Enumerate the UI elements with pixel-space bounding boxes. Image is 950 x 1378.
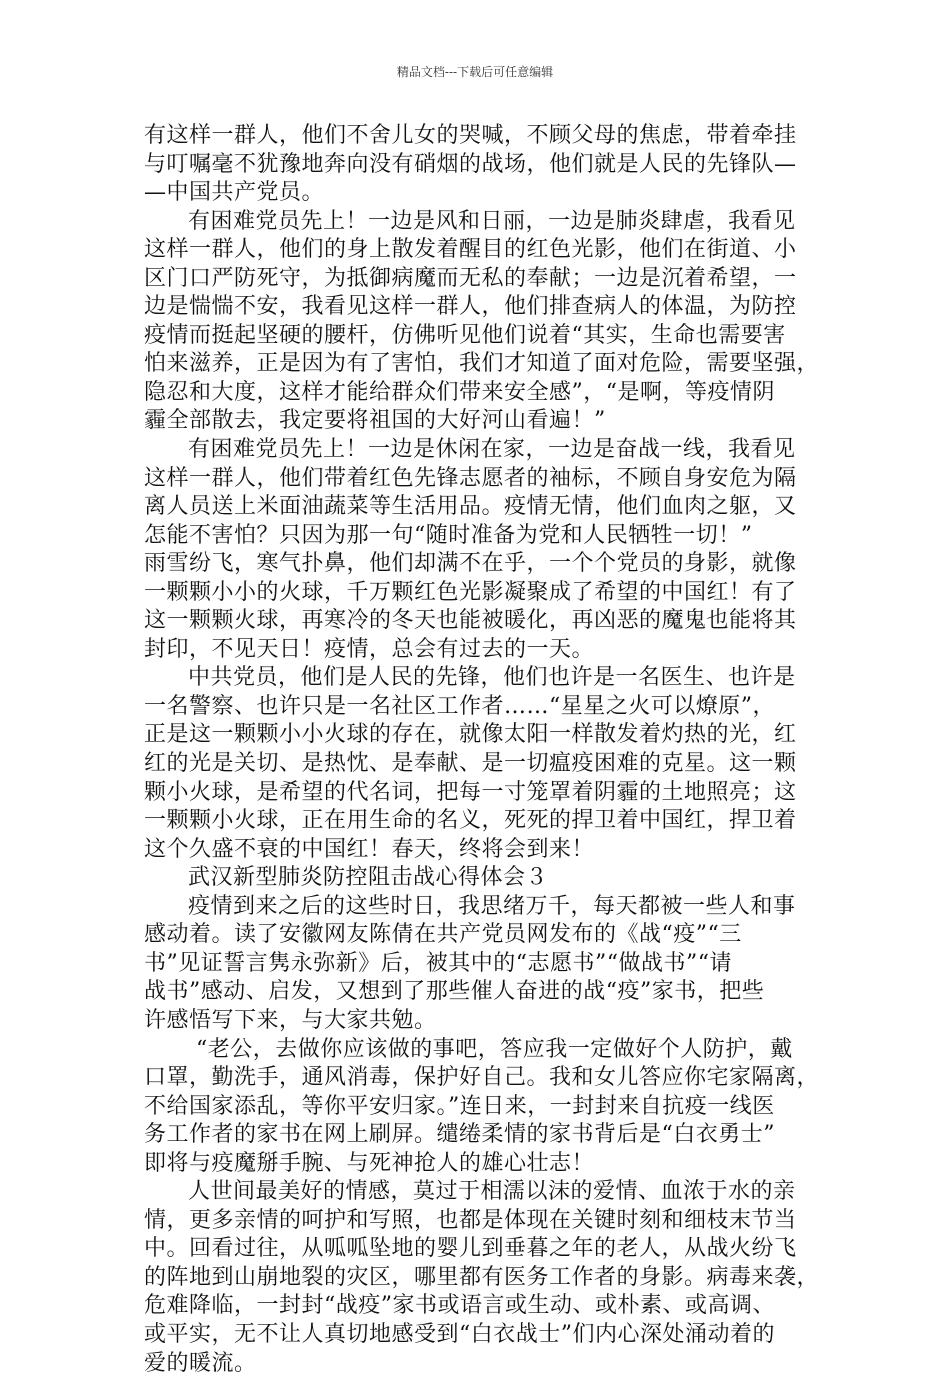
text-line: 霾全部散去，我定要将祖国的大好河山看遍！” [144,408,606,434]
text-line: 区门口严防死守，为抵御病魔而无私的奉献；一边是沉着希望，一 [144,265,797,291]
text-line: 人世间最美好的情感，莫过于相濡以沫的爱情、血浓于水的亲 [188,1179,796,1205]
document-body [144,122,820,1378]
text-line: 中。回看过往，从呱呱坠地的婴儿到垂暮之年的老人，从战火纷飞 [144,1236,797,1262]
text-line: 疫情到来之后的这些时日，我思绪万千，每天都被一些人和事 [188,893,796,919]
text-line: 这一颗颗火球，再寒冷的冬天也能被暖化，再凶恶的魔鬼也能将其 [144,608,797,634]
text-line: 疫情而挺起坚硬的腰杆，仿佛听见他们说着“其实，生命也需要害 [144,322,786,348]
text-line: 这样一群人，他们的身上散发着醒目的红色光影，他们在街道、小 [144,237,797,263]
text-line: —中国共产党员。 [144,180,325,206]
text-line: 隐忍和大度，这样才能给群众们带来安全感”，“是啊，等疫情阴 [144,379,775,405]
text-line: 雨雪纷飞，寒气扑鼻，他们却满不在乎，一个个党员的身影，就像 [144,551,797,577]
text-line: 一颗颗小小的火球，千万颗红色光影凝聚成了希望的中国红！有了 [144,579,797,605]
text-line: 即将与疫魔掰手腕、与死神抢人的雄心壮志！ [144,1150,595,1176]
text-line: 或平实，无不让人真切地感受到“白衣战士”们内心深处涌动着的 [144,1321,775,1347]
text-line: 有困难党员先上！一边是风和日丽，一边是肺炎肆虐，我看见 [188,208,796,234]
text-line: 怎能不害怕？只因为那一句“随时准备为党和人民牺牲一切！” [144,522,753,548]
text-line: 离人员送上米面油蔬菜等生活用品。疫情无情，他们血肉之躯，又 [144,494,797,520]
text-line: 怕来滋养，正是因为有了害怕，我们才知道了面对危险，需要坚强， [144,351,820,377]
text-line: 一名警察、也许只是一名社区工作者……“星星之火可以燎原”， [144,693,775,719]
text-line: 的阵地到山崩地裂的灾区，哪里都有医务工作者的身影。病毒来袭， [144,1264,820,1290]
page-header: 精品文档---下载后可任意编辑 [396,65,554,79]
text-line: 爱的暖流。 [144,1350,257,1376]
text-line: 边是惴惴不安，我看见这样一群人，他们排查病人的体温，为防控 [144,294,797,320]
text-line: 有困难党员先上！一边是休闲在家，一边是奋战一线，我看见 [188,437,796,463]
text-line: 感动着。读了安徽网友陈倩在共产党员网发布的《战“疫”“三 [144,922,742,948]
text-line: 武汉新型肺炎防控阻击战心得体会３ [188,865,549,891]
text-line: 情，更多亲情的呵护和写照，也都是体现在关键时刻和细枝末节当 [144,1207,797,1233]
text-line: 中共党员，他们是人民的先锋，他们也许是一名医生、也许是 [188,665,796,691]
text-line: 有这样一群人，他们不舍儿女的哭喊，不顾父母的焦虑，带着牵挂 [144,123,797,148]
text-line: 红的光是关切、是热忱、是奉献、是一切瘟疫困难的克星。这一颗 [144,751,797,777]
text-line: 正是这一颗颗小小火球的存在，就像太阳一样散发着灼热的光，红 [144,722,797,748]
text-line: 务工作者的家书在网上刷屏。缱绻柔情的家书背后是“白衣勇士” [144,1122,775,1148]
text-line: 与叮嘱毫不犹豫地奔向没有硝烟的战场，他们就是人民的先锋队— [144,151,797,177]
text-line: 口罩，勤洗手，通风消毒，保护好自己。我和女儿答应你宅家隔离， [144,1065,820,1091]
text-line: 危难降临，一封封“战疫”家书或语言或生动、或朴素、或高调、 [144,1293,775,1319]
text-line: 这样一群人，他们带着红色先锋志愿者的袖标，不顾自身安危为隔 [144,465,797,491]
text-line: 封印，不见天日！疫情，总会有过去的一天。 [144,636,595,662]
text-line: 战书”感动、启发，又想到了那些催人奋进的战“疫”家书，把些 [144,979,765,1005]
text-line: 书”见证誓言隽永弥新》后，被其中的“志愿书”“做战书”“请 [144,950,732,976]
text-line: 这个久盛不衰的中国红！春天，终将会到来！ [144,836,595,862]
text-line: 不给国家添乱，等你平安归家。”连日来，一封封来自抗疫一线医 [144,1093,775,1119]
text-line: “老公，去做你应该做的事吧，答应我一定做好个人防护，戴 [196,1036,793,1062]
text-line: 许感悟写下来，与大家共勉。 [144,1007,437,1033]
text-line: 一颗颗小火球，正在用生命的名义，死死的捍卫着中国红，捍卫着 [144,808,797,834]
text-line: 颗小火球，是希望的代名词，把每一寸笼罩着阴霾的土地照亮；这 [144,779,797,805]
